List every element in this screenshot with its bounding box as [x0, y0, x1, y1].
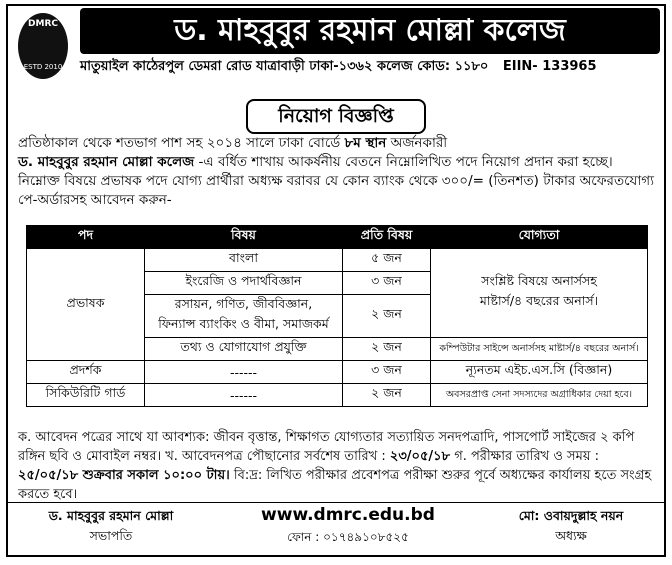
chairman-name: ড. মাহবুবুর রহমান মোল্লা [48, 508, 174, 523]
exam-date: ২৫/০৫/১৮ শুক্রবার সকাল ১০:০০ টায়। [18, 468, 230, 483]
count-english-physics: ৩ জন [343, 272, 431, 295]
qual-lecturer [431, 249, 648, 338]
logo-top-text: DMRC [28, 19, 58, 29]
th-qualification: যোগ্যতা [431, 226, 648, 249]
address: মাতুয়াইল কাঠেরপুল ডেমরা রোড যাত্রাবাড়ী ঢাকা-১৩৬২ কলেজ কোড: ১১৮০ [80, 59, 489, 74]
subject-guard: ------ [145, 384, 343, 407]
count-demonstrator: ৩ জন [343, 361, 431, 384]
eiin: EIIN- 133965 [502, 59, 597, 74]
table-row [27, 361, 648, 384]
qual-line-2: মাষ্টার্স/৪ বছরের অনার্স। [479, 293, 599, 308]
post-demonstrator: প্রদর্শক [27, 361, 145, 384]
vacancy-table [26, 225, 648, 407]
signature-right [486, 508, 656, 548]
post-guard: সিকিউরিটি গার্ড [27, 384, 145, 407]
intro-college: ড. মাহবুবুর রহমান মোল্লা কলেজ [18, 154, 195, 170]
instructions-1: ক. আবেদন পত্রের সাথে যা আবশ্যক: জীবন বৃত্তান্ত, শিক্ষাগত যোগ্যতার সত্যায়িত সনদপত্রাদি, পাসপোর্ট সাইজের ২ কপি রঙ্গিন ছবি ও মোবাইল নম্বর। খ. আবেদনপত্র পৌছানোর সর্বশেষ তারিখ : [18, 430, 635, 464]
count-bangla: ৫ জন [343, 249, 431, 272]
post-lecturer: প্রভাষক [27, 249, 145, 361]
table-row [27, 249, 648, 272]
phone: ফোন : ০১৭৪৯১০৮৫২৫ [287, 530, 409, 544]
qual-ict: কম্পিউটার সাইন্সে অনার্সসহ মাষ্টার্স/৪ বছরের অনার্স। [431, 338, 648, 361]
divider [8, 502, 664, 503]
count-guard: ২ জন [343, 384, 431, 407]
subject-bangla: বাংলা [145, 249, 343, 272]
college-name: ড. মাহবুবুর রহমান মোল্লা কলেজ [80, 8, 660, 54]
logo-bottom-text: ESTD 2010 [23, 63, 63, 71]
th-count: প্রতি বিষয় [343, 226, 431, 249]
subject-line-1: রসায়ন, গণিত, জীববিজ্ঞান, [174, 296, 313, 311]
instructions-3: বি:দ্র: লিখিত পরীক্ষার প্রবেশপত্র পরীক্ষা শুরুর পূর্বে অধ্যক্ষের কার্যালয় হতে সংগ্রহ করতে হবে। [18, 468, 652, 502]
intro-paragraph [18, 134, 658, 210]
subject-english-physics: ইংরেজি ও পদার্থবিজ্ঞান [145, 272, 343, 295]
count-science-commerce: ২ জন [343, 295, 431, 338]
qual-demonstrator: ন্যূনতম এইচ.এস.সি (বিজ্ঞান) [431, 361, 648, 384]
subject-demonstrator: ------ [145, 361, 343, 384]
instructions-2: গ. পরীক্ষার তারিখ ও সময় : [450, 449, 599, 464]
principal-name: মো: ওবায়দুল্লাহ নয়ন [518, 508, 624, 523]
signature-left [26, 508, 196, 548]
table-row [27, 384, 648, 407]
subject-line-2: ফিন্যান্স ব্যাংকিং ও বীমা, সমাজকর্ম [158, 316, 329, 331]
deadline-date: ২৩/০৫/১৮ [389, 449, 451, 464]
college-logo [18, 13, 68, 79]
count-ict: ২ জন [343, 338, 431, 361]
intro-text-3: -এ বর্ধিত শাখায় আকর্ষনীয় বেতনে নিম্নোলিখিত পদে নিয়োগ প্রদান করা হচ্ছে। নিম্নোক্ত বিষয়ে প্রভাষক পদে যোগ্য প্রার্থীরা অধ্যক্ষ বরাবর যে কোন ব্যাংক থেকে ৩০০/= (তিনশত) টাকার অফেরতযোগ্য পে-অর্ডারসহ আবেদন করুন- [18, 154, 654, 208]
header [8, 6, 664, 96]
qual-line-1: সংশ্লিষ্ট বিষয়ে অনার্সসহ [481, 273, 597, 288]
th-post: পদ [27, 226, 145, 249]
qual-guard: অবসরপ্রাপ্ত সেনা সদস্যদের অগ্রাধিকার দেয়া হবে। [431, 384, 648, 407]
notice-title: নিয়োগ বিজ্ঞপ্তি [246, 99, 426, 134]
chairman-title: সভাপতি [89, 528, 133, 543]
table-header-row [27, 226, 648, 249]
notice-page [6, 4, 666, 557]
address-line [80, 57, 660, 78]
principal-title: অধ্যক্ষ [555, 528, 587, 543]
intro-rank: ৮ম স্থান [344, 135, 387, 151]
th-subject: বিষয় [145, 226, 343, 249]
website: www.dmrc.edu.bd [261, 505, 435, 525]
subject-ict: তথ্য ও যোগাযোগ প্রযুক্তি [145, 338, 343, 361]
instructions [18, 428, 658, 504]
subject-science-commerce [145, 295, 343, 338]
intro-text-2: অর্জনকারী [386, 135, 448, 151]
intro-text-1: প্রতিষ্ঠাকাল থেকে শতভাগ পাশ সহ ২০১৪ সালে ঢাকা বোর্ডে [18, 135, 345, 151]
